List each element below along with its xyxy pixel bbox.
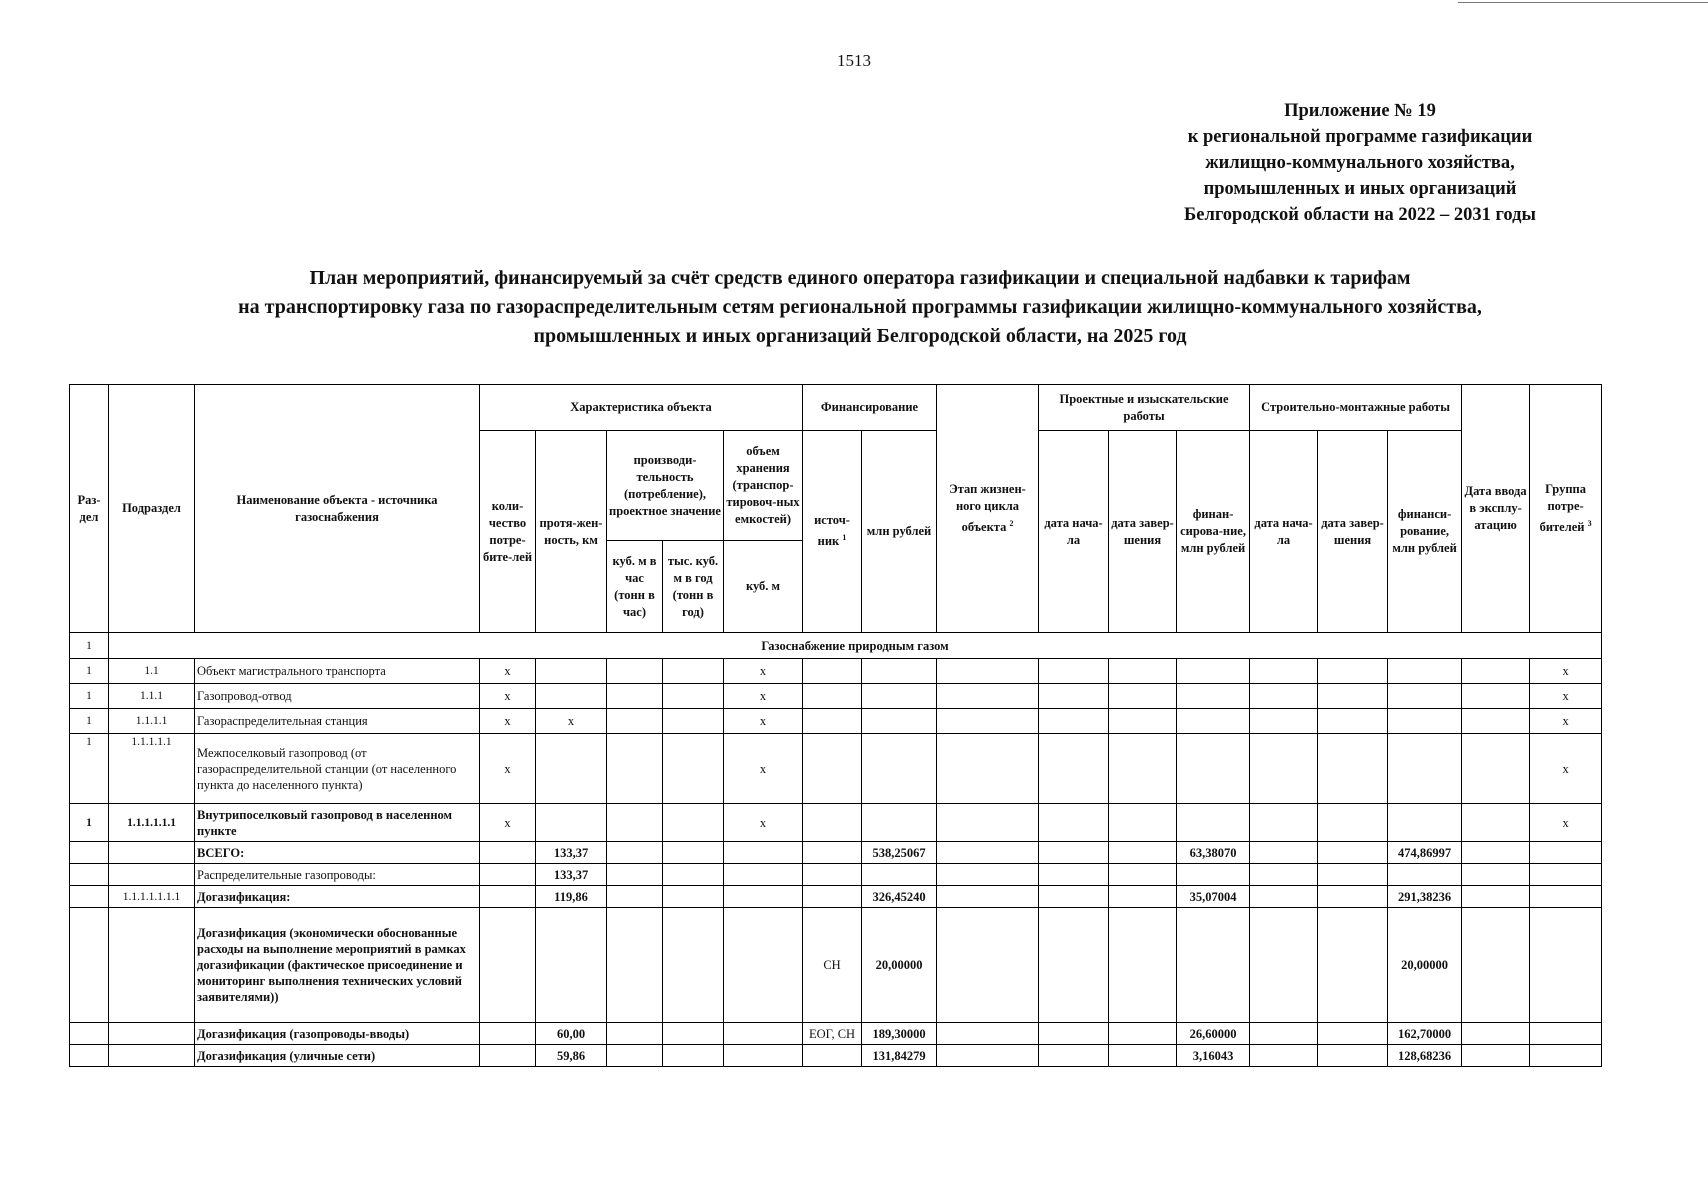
cell-design-fin	[1177, 709, 1250, 734]
cell-design-end	[1109, 804, 1177, 842]
cell-constr-fin	[1388, 864, 1462, 886]
table-row	[70, 842, 1602, 864]
cell-podrazdel	[109, 908, 195, 1023]
cell-commission	[1462, 709, 1530, 734]
table-row	[70, 804, 1602, 842]
cell-per-hour	[607, 684, 663, 709]
cell-stage	[937, 659, 1039, 684]
cell-stage	[937, 734, 1039, 804]
appendix-line: жилищно-коммунального хозяйства,	[1205, 153, 1515, 173]
cell-per-year	[663, 659, 724, 684]
cell-consumers: x	[480, 734, 536, 804]
cell-razdel: 1	[70, 709, 109, 734]
cell-name: Газопровод-отвод	[195, 684, 480, 709]
cell-design-start	[1039, 886, 1109, 908]
document-title	[80, 264, 1640, 351]
cell-source	[803, 1045, 862, 1067]
header-financing: Финансирование	[803, 385, 937, 431]
cell-length	[536, 734, 607, 804]
cell-mln	[862, 734, 937, 804]
header-mln-rub: млн рублей	[862, 431, 937, 633]
cell-constr-start	[1250, 804, 1318, 842]
cell-constr-fin	[1388, 734, 1462, 804]
cell-per-year	[663, 864, 724, 886]
cell-stage	[937, 1045, 1039, 1067]
cell-per-hour	[607, 734, 663, 804]
cell-source: ЕОГ, СН	[803, 1023, 862, 1045]
cell-per-year	[663, 684, 724, 709]
cell-source	[803, 842, 862, 864]
cell-name: Объект магистрального транспорта	[195, 659, 480, 684]
cell-constr-end	[1318, 908, 1388, 1023]
title-line: промышленных и иных организаций Белгородской области, на 2025 год	[533, 325, 1187, 347]
cell-design-end	[1109, 842, 1177, 864]
cell-per-hour	[607, 804, 663, 842]
cell-design-end	[1109, 886, 1177, 908]
cell-constr-end	[1318, 1023, 1388, 1045]
cell-storage: x	[724, 659, 803, 684]
cell-razdel	[70, 1023, 109, 1045]
cell-storage: x	[724, 684, 803, 709]
plan-table	[69, 384, 1602, 1067]
cell-constr-end	[1318, 684, 1388, 709]
cell-constr-end	[1318, 734, 1388, 804]
cell-design-end	[1109, 684, 1177, 709]
cell-design-end	[1109, 709, 1177, 734]
cell-constr-fin	[1388, 659, 1462, 684]
cell-constr-end	[1318, 842, 1388, 864]
cell-stage	[937, 864, 1039, 886]
cell-podrazdel	[109, 842, 195, 864]
cell-design-start	[1039, 842, 1109, 864]
cell-source	[803, 886, 862, 908]
header-per-hour: куб. м в час (тонн в час)	[607, 541, 663, 633]
cell-constr-end	[1318, 804, 1388, 842]
cell-source: СН	[803, 908, 862, 1023]
cell-mln: 189,30000	[862, 1023, 937, 1045]
cell-razdel: 1	[70, 659, 109, 684]
cell-design-start	[1039, 804, 1109, 842]
header-cub-m: куб. м	[724, 541, 803, 633]
cell-constr-start	[1250, 842, 1318, 864]
cell-storage: x	[724, 709, 803, 734]
cell-group: x	[1530, 684, 1602, 709]
cell-per-hour	[607, 886, 663, 908]
table-row	[70, 1045, 1602, 1067]
cell-design-start	[1039, 864, 1109, 886]
cell-mln	[862, 659, 937, 684]
section-label: Газоснабжение природным газом	[109, 633, 1602, 659]
cell-consumers	[480, 864, 536, 886]
cell-stage	[937, 842, 1039, 864]
cell-razdel	[70, 1045, 109, 1067]
cell-commission	[1462, 659, 1530, 684]
cell-consumers	[480, 1023, 536, 1045]
cell-constr-start	[1250, 659, 1318, 684]
cell-constr-fin	[1388, 804, 1462, 842]
cell-storage	[724, 886, 803, 908]
cell-constr-end	[1318, 1045, 1388, 1067]
header-design-start: дата нача-ла	[1039, 431, 1109, 633]
table-row	[70, 908, 1602, 1023]
corner-rule	[1458, 2, 1708, 3]
page-number: 1513	[837, 51, 871, 70]
cell-length	[536, 684, 607, 709]
header-length: протя-жен-ность, км	[536, 431, 607, 633]
cell-mln: 20,00000	[862, 908, 937, 1023]
cell-design-start	[1039, 908, 1109, 1023]
cell-razdel	[70, 864, 109, 886]
cell-mln	[862, 804, 937, 842]
header-productivity: производи-тельность (потребление), проектное значение	[607, 431, 724, 541]
cell-razdel	[70, 842, 109, 864]
header-constr-financing: финанси-рование, млн рублей	[1388, 431, 1462, 633]
cell-consumers	[480, 842, 536, 864]
header-consumer-group: Группа потре-бителей $^3$	[1530, 385, 1602, 633]
cell-per-hour	[607, 864, 663, 886]
cell-mln: 326,45240	[862, 886, 937, 908]
cell-name: Догазификация (газопроводы-вводы)	[195, 1023, 480, 1045]
cell-design-start	[1039, 1023, 1109, 1045]
header-consumers: коли-чество потре-бите-лей	[480, 431, 536, 633]
cell-group: x	[1530, 734, 1602, 804]
cell-name: Внутрипоселковый газопровод в населенном пункте	[195, 804, 480, 842]
cell-constr-fin: 20,00000	[1388, 908, 1462, 1023]
cell-commission	[1462, 1045, 1530, 1067]
cell-podrazdel: 1.1.1.1.1	[109, 734, 195, 804]
cell-source	[803, 864, 862, 886]
cell-per-hour	[607, 659, 663, 684]
cell-constr-fin: 474,86997	[1388, 842, 1462, 864]
cell-source	[803, 734, 862, 804]
header-characteristics: Характеристика объекта	[480, 385, 803, 431]
cell-razdel: 1	[70, 684, 109, 709]
table-row	[70, 886, 1602, 908]
cell-per-year	[663, 734, 724, 804]
cell-consumers	[480, 886, 536, 908]
cell-per-hour	[607, 709, 663, 734]
cell-mln: 538,25067	[862, 842, 937, 864]
header-storage: объем хранения (транспор-тировоч-ных емкостей)	[724, 431, 803, 541]
cell-stage	[937, 886, 1039, 908]
cell-group	[1530, 864, 1602, 886]
cell-name: Распределительные газопроводы:	[195, 864, 480, 886]
cell-group: x	[1530, 659, 1602, 684]
cell-design-start	[1039, 709, 1109, 734]
cell-podrazdel	[109, 864, 195, 886]
cell-source	[803, 659, 862, 684]
cell-design-end	[1109, 864, 1177, 886]
cell-design-end	[1109, 1023, 1177, 1045]
cell-per-year	[663, 709, 724, 734]
cell-per-year	[663, 1045, 724, 1067]
cell-name: Догазификация:	[195, 886, 480, 908]
cell-constr-end	[1318, 886, 1388, 908]
cell-podrazdel: 1.1	[109, 659, 195, 684]
header-stage: Этап жизнен-ного цикла объекта $^2$	[937, 385, 1039, 633]
cell-commission	[1462, 684, 1530, 709]
cell-stage	[937, 804, 1039, 842]
cell-per-year	[663, 908, 724, 1023]
cell-length: 60,00	[536, 1023, 607, 1045]
section-num: 1	[70, 633, 109, 659]
cell-per-year	[663, 886, 724, 908]
cell-stage	[937, 1023, 1039, 1045]
cell-storage	[724, 1023, 803, 1045]
cell-storage	[724, 908, 803, 1023]
cell-commission	[1462, 804, 1530, 842]
cell-storage	[724, 842, 803, 864]
cell-design-end	[1109, 1045, 1177, 1067]
title-line: План мероприятий, финансируемый за счёт средств единого оператора газификации и специальной надбавки к тарифам	[309, 267, 1411, 289]
cell-constr-fin	[1388, 684, 1462, 709]
appendix-heading	[1160, 98, 1560, 228]
cell-constr-start	[1250, 864, 1318, 886]
cell-constr-start	[1250, 734, 1318, 804]
cell-length: 119,86	[536, 886, 607, 908]
cell-design-fin	[1177, 864, 1250, 886]
header-name: Наименование объекта - источника газоснабжения	[195, 385, 480, 633]
cell-constr-start	[1250, 684, 1318, 709]
cell-razdel: 1	[70, 734, 109, 804]
cell-design-fin	[1177, 659, 1250, 684]
cell-storage: x	[724, 734, 803, 804]
cell-constr-fin: 128,68236	[1388, 1045, 1462, 1067]
cell-group: x	[1530, 709, 1602, 734]
cell-storage	[724, 1045, 803, 1067]
cell-group	[1530, 886, 1602, 908]
cell-storage	[724, 864, 803, 886]
cell-consumers	[480, 908, 536, 1023]
cell-podrazdel	[109, 1045, 195, 1067]
cell-consumers: x	[480, 684, 536, 709]
header-design-financing: финан-сирова-ние, млн рублей	[1177, 431, 1250, 633]
cell-per-hour	[607, 908, 663, 1023]
cell-constr-start	[1250, 1023, 1318, 1045]
cell-design-start	[1039, 684, 1109, 709]
cell-per-hour	[607, 1045, 663, 1067]
cell-constr-end	[1318, 864, 1388, 886]
cell-per-year	[663, 842, 724, 864]
cell-mln: 131,84279	[862, 1045, 937, 1067]
cell-group	[1530, 908, 1602, 1023]
cell-name: Догазификация (экономически обоснованные расходы на выполнение мероприятий в рамках догазификации (фактическое присоединение и мониторинг выполнения технических условий заявителями))	[195, 908, 480, 1023]
appendix-line: Приложение № 19	[1284, 101, 1436, 121]
section-row	[70, 633, 1602, 659]
header-razdel: Раз-дел	[70, 385, 109, 633]
cell-design-fin: 35,07004	[1177, 886, 1250, 908]
cell-design-start	[1039, 659, 1109, 684]
cell-podrazdel: 1.1.1.1.1.1.1	[109, 886, 195, 908]
cell-podrazdel: 1.1.1	[109, 684, 195, 709]
cell-design-fin	[1177, 734, 1250, 804]
cell-per-year	[663, 1023, 724, 1045]
cell-constr-end	[1318, 659, 1388, 684]
cell-design-fin: 3,16043	[1177, 1045, 1250, 1067]
cell-design-fin: 26,60000	[1177, 1023, 1250, 1045]
cell-per-year	[663, 804, 724, 842]
header-design-end: дата завер-шения	[1109, 431, 1177, 633]
cell-consumers	[480, 1045, 536, 1067]
cell-razdel: 1	[70, 804, 109, 842]
cell-storage: x	[724, 804, 803, 842]
cell-constr-start	[1250, 886, 1318, 908]
table-row	[70, 659, 1602, 684]
cell-name: ВСЕГО:	[195, 842, 480, 864]
cell-stage	[937, 908, 1039, 1023]
cell-group	[1530, 1023, 1602, 1045]
cell-design-start	[1039, 734, 1109, 804]
appendix-line: Белгородской области на 2022 – 2031 годы	[1184, 205, 1536, 225]
cell-stage	[937, 684, 1039, 709]
cell-group	[1530, 1045, 1602, 1067]
cell-consumers: x	[480, 709, 536, 734]
cell-constr-fin	[1388, 709, 1462, 734]
table-row	[70, 734, 1602, 804]
cell-source	[803, 804, 862, 842]
cell-design-end	[1109, 659, 1177, 684]
cell-length: 133,37	[536, 864, 607, 886]
cell-razdel	[70, 886, 109, 908]
cell-design-fin	[1177, 908, 1250, 1023]
cell-constr-fin: 291,38236	[1388, 886, 1462, 908]
header-design-works: Проектные и изыскательские работы	[1039, 385, 1250, 431]
cell-length: 133,37	[536, 842, 607, 864]
cell-source	[803, 709, 862, 734]
cell-design-start	[1039, 1045, 1109, 1067]
cell-per-hour	[607, 842, 663, 864]
cell-design-fin	[1177, 804, 1250, 842]
header-commission-date: Дата ввода в эксплу-атацию	[1462, 385, 1530, 633]
cell-constr-end	[1318, 709, 1388, 734]
cell-length	[536, 908, 607, 1023]
cell-group	[1530, 842, 1602, 864]
cell-mln	[862, 864, 937, 886]
cell-constr-start	[1250, 908, 1318, 1023]
cell-design-end	[1109, 734, 1177, 804]
table-row	[70, 709, 1602, 734]
cell-constr-start	[1250, 1045, 1318, 1067]
cell-podrazdel	[109, 1023, 195, 1045]
appendix-line: промышленных и иных организаций	[1203, 179, 1517, 199]
title-line: на транспортировку газа по газораспределительным сетям региональной программы газификации жилищно-коммунального хозяйства,	[238, 296, 1482, 318]
cell-mln	[862, 684, 937, 709]
cell-razdel	[70, 908, 109, 1023]
appendix-line: к региональной программе газификации	[1187, 127, 1533, 147]
cell-design-fin: 63,38070	[1177, 842, 1250, 864]
cell-length	[536, 659, 607, 684]
header-per-year: тыс. куб. м в год (тонн в год)	[663, 541, 724, 633]
cell-stage	[937, 709, 1039, 734]
table-row	[70, 684, 1602, 709]
cell-commission	[1462, 864, 1530, 886]
header-podrazdel: Подраздел	[109, 385, 195, 633]
cell-commission	[1462, 908, 1530, 1023]
cell-commission	[1462, 1023, 1530, 1045]
cell-consumers: x	[480, 659, 536, 684]
cell-constr-fin: 162,70000	[1388, 1023, 1462, 1045]
cell-per-hour	[607, 1023, 663, 1045]
cell-podrazdel: 1.1.1.1.1.1	[109, 804, 195, 842]
header-source: источ-ник $^1$	[803, 431, 862, 633]
table-row	[70, 864, 1602, 886]
cell-consumers: x	[480, 804, 536, 842]
cell-name: Межпоселковый газопровод (от газораспределительной станции (от населенного пункта до населенного пункта)	[195, 734, 480, 804]
cell-group: x	[1530, 804, 1602, 842]
cell-source	[803, 684, 862, 709]
header-constr-start: дата нача-ла	[1250, 431, 1318, 633]
cell-constr-start	[1250, 709, 1318, 734]
cell-name: Газораспределительная станция	[195, 709, 480, 734]
cell-commission	[1462, 886, 1530, 908]
cell-name: Догазификация (уличные сети)	[195, 1045, 480, 1067]
header-constr-end: дата завер-шения	[1318, 431, 1388, 633]
cell-mln	[862, 709, 937, 734]
cell-design-fin	[1177, 684, 1250, 709]
cell-podrazdel: 1.1.1.1	[109, 709, 195, 734]
header-construction-works: Строительно-монтажные работы	[1250, 385, 1462, 431]
cell-length: x	[536, 709, 607, 734]
cell-design-end	[1109, 908, 1177, 1023]
cell-commission	[1462, 734, 1530, 804]
table-row	[70, 1023, 1602, 1045]
cell-commission	[1462, 842, 1530, 864]
cell-length: 59,86	[536, 1045, 607, 1067]
cell-length	[536, 804, 607, 842]
